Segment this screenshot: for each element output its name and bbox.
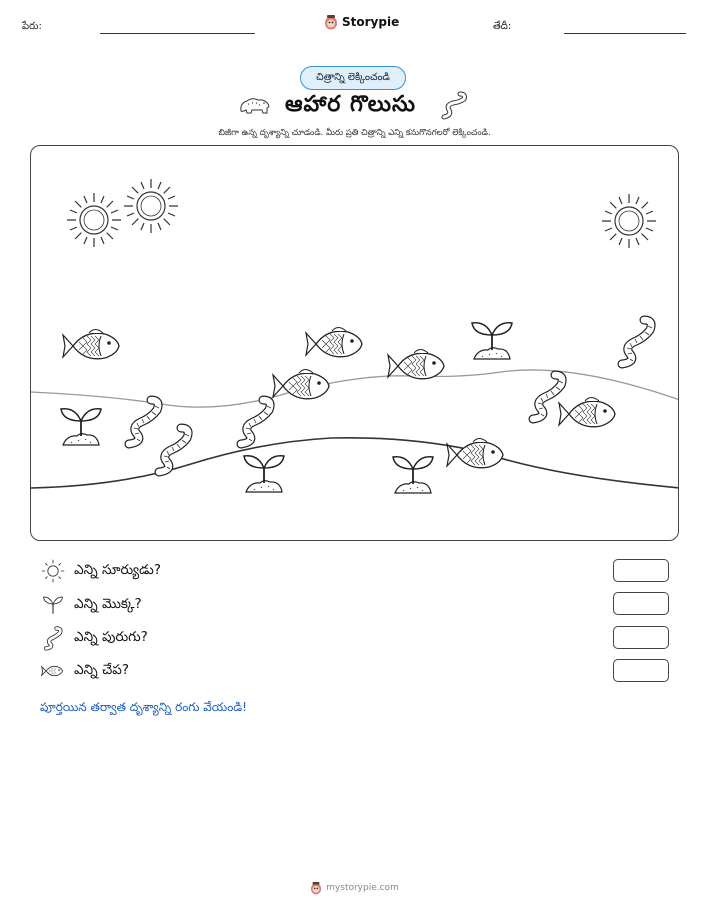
question-text: ఎన్ని సూర్యుడు? <box>74 561 162 578</box>
brand-logo <box>324 14 399 30</box>
worm-5 <box>241 400 271 444</box>
sprout-1 <box>472 323 512 359</box>
question-text: ఎన్ని చేప? <box>74 661 129 678</box>
fish-1 <box>63 330 119 359</box>
sun-3 <box>602 194 656 248</box>
footer <box>0 881 709 895</box>
answer-box-sprout[interactable] <box>613 592 669 615</box>
sun-2 <box>124 179 178 233</box>
worm-1 <box>622 320 652 364</box>
sprout-2 <box>61 409 101 445</box>
title-worm-icon <box>440 90 468 120</box>
counting-scene <box>30 145 679 541</box>
footer-mascot-icon <box>310 881 322 895</box>
question-row-sun <box>40 558 161 584</box>
answer-box-sun[interactable] <box>613 559 669 582</box>
page-title: ఆహార గొలుసు <box>285 92 416 117</box>
instruction-text: బిజీగా ఉన్న దృశ్యాన్ని చూడండి. మీరు ప్రతి చిత్రాన్ని ఎన్ని కనుగొనగలరో లెక్కించండి. <box>218 128 491 138</box>
footer-url[interactable]: mystorypie.com <box>326 883 399 893</box>
fish-5 <box>559 398 615 427</box>
sprout-icon <box>40 592 66 618</box>
brand-name: Storypie <box>342 15 400 29</box>
worm-3 <box>129 400 159 444</box>
answer-box-fish[interactable] <box>613 659 669 682</box>
name-field[interactable] <box>100 33 255 34</box>
fish-3 <box>388 350 444 379</box>
sprout-3 <box>244 456 284 492</box>
fish-2 <box>306 328 362 357</box>
ground-line-upper <box>31 370 679 407</box>
question-text: ఎన్ని పురుగు? <box>74 628 148 645</box>
worm-2 <box>533 375 563 419</box>
bear-icon <box>238 93 272 117</box>
name-label: పేరు: <box>22 21 42 32</box>
mascot-icon <box>324 14 338 30</box>
question-row-worm <box>40 625 148 651</box>
worksheet-type-badge: చిత్రాన్ని లెక్కించండి <box>300 66 406 90</box>
sun-1 <box>67 193 121 247</box>
question-text: ఎన్ని మొక్క? <box>74 595 142 612</box>
answer-box-worm[interactable] <box>613 626 669 649</box>
date-field[interactable] <box>564 33 686 34</box>
sprout-4 <box>393 457 433 493</box>
date-label: తేదీ: <box>493 21 512 32</box>
fish-icon <box>40 658 66 684</box>
fish-6 <box>447 439 503 468</box>
question-row-sprout <box>40 592 142 618</box>
question-row-fish <box>40 658 129 684</box>
color-instruction: పూర్తయిన తర్వాత దృశ్యాన్ని రంగు వేయండి! <box>40 700 247 714</box>
sun-icon <box>40 558 66 584</box>
scene-drawing <box>31 146 679 541</box>
worm-icon <box>40 625 66 651</box>
